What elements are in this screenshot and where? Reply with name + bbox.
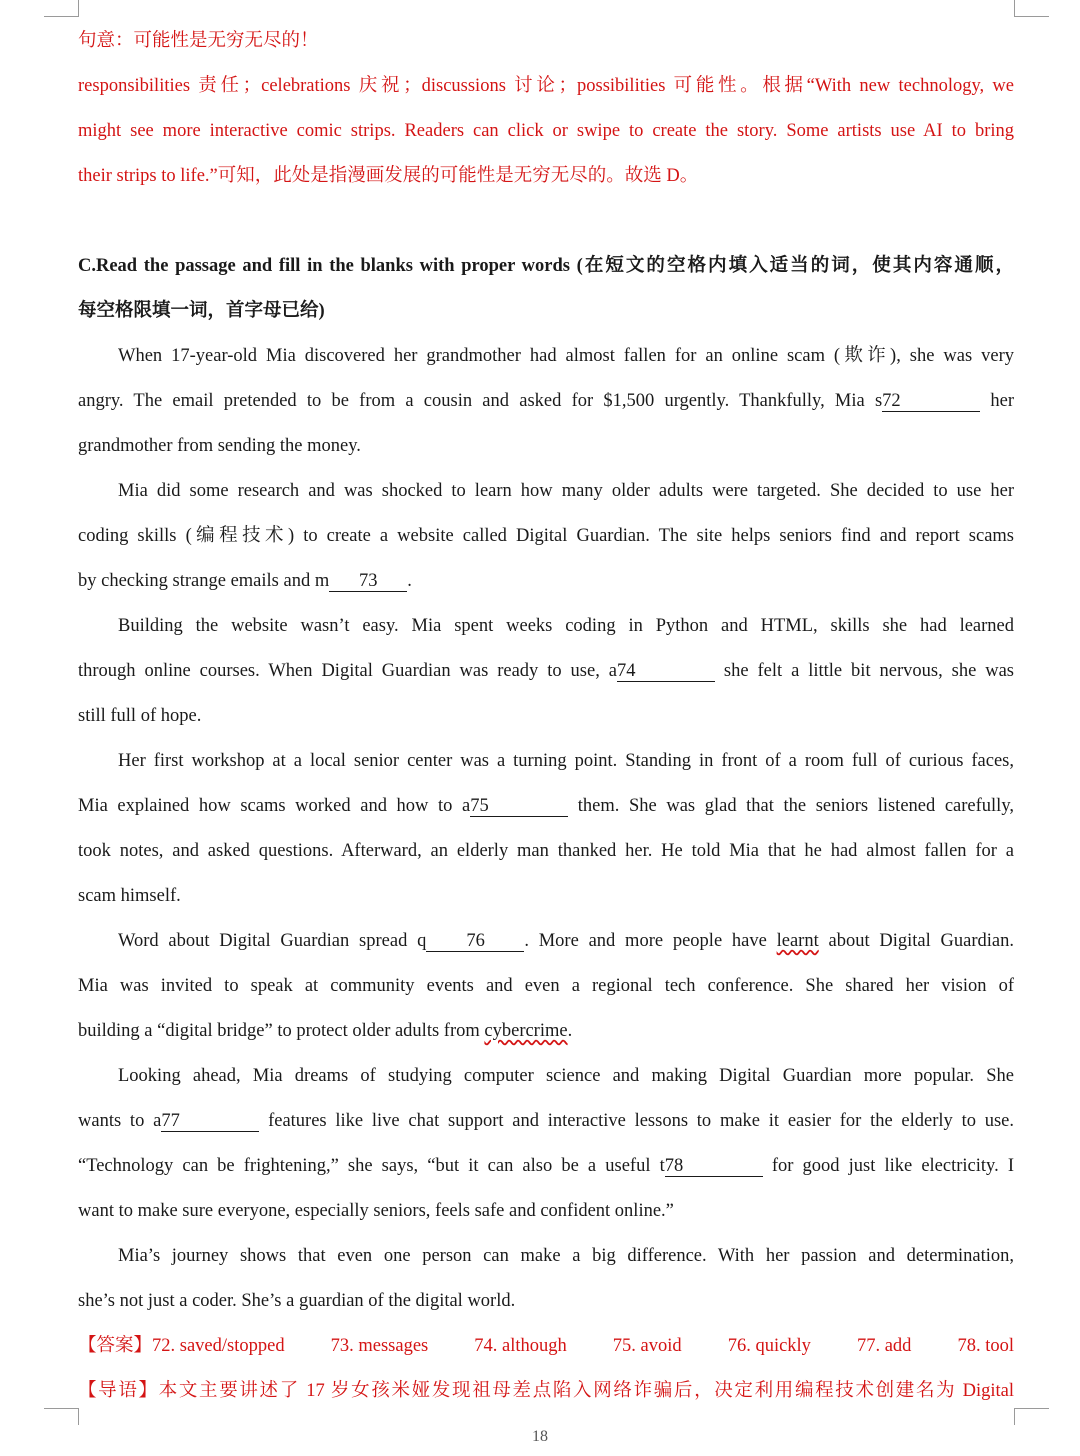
answer-item [78,1331,285,1376]
section-heading: C.Read the passage and fill in the blanks with proper words (在短文的空格内填入适当的词，使其内容通顺， [78,256,1014,276]
blank-72: 72 [882,391,980,412]
passage-text: wants to a [78,1111,162,1131]
document-body [78,26,1014,1421]
passage-line [78,386,1014,431]
passage-text: . More and more people have [524,931,777,951]
passage-text: . [567,1021,573,1041]
passage-line: Mia did some research and was shocked to learn how many older adults were targeted. She decided to use her [118,481,1014,501]
passage-line: grandmother from sending the money. [78,436,361,456]
explanation-line: might see more interactive comic strips. Readers can click or swipe to create the story. Some artists use AI to bring [78,121,1014,141]
passage-text: them. She was glad that the seniors listened carefully, [568,796,1014,816]
passage-text: building a “digital bridge” to protect older adults from [78,1021,485,1041]
wavy-underlined-word: learnt [776,931,819,951]
answer-item: 75. avoid [612,1336,682,1356]
passage-text: “Technology can be frightening,” she says, “but it can also be a useful t [78,1156,665,1176]
passage-line: took notes, and asked questions. Afterward, an elderly man thanked her. He told Mia that he had almost fallen for a [78,841,1014,861]
passage-text: by checking strange emails and m [78,571,330,591]
passage-line: Looking ahead, Mia dreams of studying computer science and making Digital Guardian more popular. She [118,1066,1014,1086]
explanation-line: their strips to life.”可知，此处是指漫画发展的可能性是无穷无尽的。故选 D。 [78,166,699,186]
corner-mark-bottom-left [44,1408,79,1425]
passage-text: her [980,391,1014,411]
passage-text: for good just like electricity. I [762,1156,1014,1176]
passage-text: about Digital Guardian. [818,931,1014,951]
passage-text: features like live chat support and interactive lessons to make it easier for the elderly to use. [259,1111,1014,1131]
passage-line [78,566,1014,611]
explanation-line: responsibilities 责任；celebrations 庆祝；discussions 讨论；possibilities 可能性。根据“With new technology, we [78,76,1014,96]
passage-text: Word about Digital Guardian spread q [118,931,427,951]
answer-item: 74. although [474,1336,567,1356]
blank-78: 78 [665,1156,763,1177]
blank-73: 73 [329,571,407,592]
passage-text: she felt a little bit nervous, she was [714,661,1014,681]
passage-line [78,1151,1014,1196]
answer-item: 78. tool [957,1336,1014,1356]
corner-mark-top-right [1014,0,1049,17]
answer-item: 77. add [856,1336,912,1356]
answer-item: 73. messages [330,1336,429,1356]
passage-line [78,1016,1014,1061]
passage-text: through online courses. When Digital Guardian was ready to use, a [78,661,617,681]
passage-text: Mia explained how scams worked and how to a [78,796,471,816]
guide-text: 【导语】本文主要讲述了 17 岁女孩米娅发现祖母差点陷入网络诈骗后，决定利用编程技术创建名为 Digital [78,1381,1014,1401]
wavy-underlined-word: cybercrime [484,1021,568,1041]
spacer [78,206,1014,251]
page-number: 18 [532,1428,548,1445]
answer-label: 【答案】 [78,1336,153,1356]
answer-row [78,1331,1014,1376]
blank-75: 75 [470,796,568,817]
passage-line: When 17-year-old Mia discovered her grandmother had almost fallen for an online scam (欺诈), she was very [118,346,1014,366]
corner-mark-bottom-right [1014,1408,1049,1425]
passage-line [78,1106,1014,1151]
passage-line: Building the website wasn’t easy. Mia spent weeks coding in Python and HTML, skills she had learned [118,616,1014,636]
passage-line: still full of hope. [78,706,202,726]
answer-text: 72. saved/stopped [152,1336,285,1356]
passage-line: Mia was invited to speak at community events and even a regional tech conference. She shared her vision of [78,976,1014,996]
section-heading-cont: 每空格限填一词，首字母已给) [78,301,325,321]
blank-77: 77 [161,1111,259,1132]
blank-74: 74 [617,661,715,682]
passage-text: . [407,571,412,591]
passage-line: Her first workshop at a local senior center was a turning point. Standing in front of a room full of curious faces, [118,751,1014,771]
explanation-sentence-meaning: 句意：可能性是无穷无尽的！ [78,31,319,51]
corner-mark-top-left [44,0,79,17]
passage-line [78,926,1014,971]
passage-line: want to make sure everyone, especially seniors, feels safe and confident online.” [78,1201,674,1221]
passage-text: angry. The email pretended to be from a cousin and asked for $1,500 urgently. Thankfully, Mia s [78,391,883,411]
blank-76: 76 [426,931,524,952]
passage-line: coding skills (编程技术) to create a website called Digital Guardian. The site helps seniors find and report scams [78,526,1014,546]
passage-line: scam himself. [78,886,181,906]
answer-item: 76. quickly [727,1336,811,1356]
passage-line: she’s not just a coder. She’s a guardian of the digital world. [78,1291,516,1311]
passage-line: Mia’s journey shows that even one person can make a big difference. With her passion and determination, [118,1246,1014,1266]
passage-line [78,791,1014,836]
passage-line [78,656,1014,701]
